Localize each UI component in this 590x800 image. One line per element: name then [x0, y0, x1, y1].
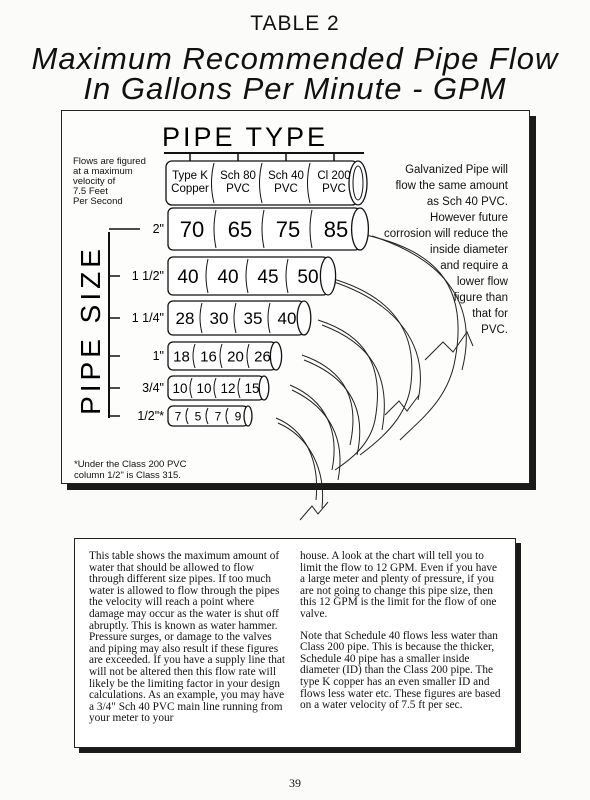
title-line-1: Maximum Recommended Pipe Flow	[31, 41, 559, 76]
galvanized-note-line: as Sch 40 PVC.	[426, 196, 508, 208]
flow-value: 15	[244, 380, 260, 396]
title-line-2: In Gallons Per Minute - GPM	[83, 71, 507, 106]
pipe-end	[244, 406, 252, 426]
galvanized-note-line: corrosion will reduce the	[383, 228, 508, 240]
flow-value: 20	[227, 348, 244, 366]
pipe-end	[259, 376, 269, 400]
flow-value: 12	[220, 380, 236, 396]
pipe-size-label: 3/4"	[142, 381, 164, 395]
galvanized-note-line: flow the same amount	[395, 180, 508, 192]
flow-value: 26	[254, 348, 271, 366]
column-header-pipe	[166, 153, 367, 205]
pipe-row	[109, 301, 311, 335]
paragraph: house. A look at the chart will tell you to limit the flow to 12 GPM. Even if you have a large meter and plenty of pressure, if you are not going to change this pipe size, then this 12 GPM is the limit for the flow of one valve.	[300, 550, 498, 620]
pipe-row	[109, 406, 252, 426]
pipe-row	[109, 208, 368, 250]
pipe-size-label: 1/2"*	[137, 409, 164, 423]
column-header-label: Cl 200	[317, 170, 351, 182]
flow-value: 9	[234, 409, 242, 424]
flow-value: 7	[174, 409, 182, 424]
flows-note-line: at a maximum	[73, 166, 133, 177]
galvanized-note-line: PVC.	[481, 324, 508, 336]
pipe-size-label: 1"	[152, 349, 164, 363]
galvanized-note-line: lower flow	[456, 276, 508, 288]
pipe-row	[109, 257, 336, 295]
column-header-label: Sch 40	[268, 170, 304, 182]
flow-value: 16	[200, 348, 217, 366]
pipe-end	[270, 342, 281, 370]
splash	[300, 332, 473, 520]
explanation-right-column	[300, 551, 502, 722]
explanation-left-column	[89, 551, 289, 735]
header-pipe-end	[349, 161, 367, 205]
flow-value: 85	[323, 216, 349, 242]
galvanized-note-line: Galvanized Pipe will	[405, 164, 508, 176]
pipe-type-title: PIPE TYPE	[161, 122, 329, 152]
flow-value: 65	[227, 216, 253, 242]
flow-value: 70	[179, 216, 205, 242]
flow-value: 35	[243, 309, 263, 329]
flow-value: 5	[194, 409, 202, 424]
galvanized-note-line: However future	[430, 212, 508, 224]
galvanized-note-line: and require a	[440, 260, 508, 272]
flows-note	[73, 157, 168, 207]
table-label: TABLE 2	[250, 12, 340, 35]
galvanized-note-line: figure than	[453, 292, 508, 304]
column-header-label: Type K	[172, 170, 208, 182]
flow-value: 18	[173, 348, 190, 366]
pipe-size-label: 1 1/2"	[131, 269, 164, 283]
pipe-end	[352, 208, 369, 250]
column-header-label: PVC	[226, 183, 250, 195]
pipe-size-label: 1 1/4"	[131, 311, 164, 325]
pipe-rows	[109, 208, 368, 426]
column-header-label: PVC	[322, 183, 346, 195]
column-header-label: PVC	[274, 183, 298, 195]
flow-value: 10	[172, 380, 188, 396]
explanation-box	[74, 538, 516, 748]
pipe-type-axis	[162, 122, 364, 153]
galvanized-note	[381, 162, 508, 338]
footnote-line: *Under the Class 200 PVC	[74, 459, 187, 470]
pipe-end	[297, 301, 311, 335]
galvanized-note-line: that for	[472, 308, 508, 320]
paragraph: This table shows the maximum amount of water that should be allowed to flow through different size pipes. If too much water is allowed to flow through the pipes the velocity will reach a point where damage may occur as the water is shut off abruptly. This is known as water hammer. Pressure surges, or damage to the valves and piping may also result if these figures are exceeded. If you have a supply line that will not be altered then this flow rate will likely be the limiting factor in your design calculations. As an example, you may have a 3/4" Sch 40 PVC main line running from your meter to your	[89, 550, 286, 725]
paragraph: Note that Schedule 40 flows less water than Class 200 pipe. This is because the thicker, Schedule 40 pipe has a smaller inside diameter (ID) than the Class 200 pipe. The type K copper has an even smaller ID and flows less water etc. These figures are based on a water velocity of 7.5 ft per sec.	[300, 629, 501, 712]
flow-value: 10	[196, 380, 212, 396]
pipe-end	[320, 257, 335, 295]
column-header-label: Sch 80	[220, 170, 256, 182]
flows-note-line: 7.5 Feet	[73, 186, 108, 197]
flows-note-line: Flows are figured	[73, 156, 146, 167]
flow-value: 40	[177, 266, 199, 288]
flow-value: 75	[275, 216, 301, 242]
flow-value: 45	[257, 266, 279, 288]
flow-value: 7	[214, 409, 222, 424]
flows-note-line: Per Second	[73, 196, 123, 207]
footnote	[74, 460, 274, 481]
flows-note-line: velocity of	[73, 176, 116, 187]
pipe-row	[109, 376, 269, 400]
pipe-size-title: PIPE SIZE	[75, 245, 106, 415]
footnote-line: column 1/2" is Class 315.	[74, 469, 181, 481]
flow-value: 40	[277, 309, 297, 329]
flow-value: 40	[217, 266, 239, 288]
column-header-label: Copper	[171, 183, 209, 195]
pipe-size-label: 2"	[152, 222, 164, 236]
flow-value: 28	[175, 309, 195, 329]
page-number: 39	[289, 776, 301, 790]
flow-value: 30	[209, 309, 229, 329]
galvanized-note-line: inside diameter	[430, 244, 508, 256]
flow-value: 50	[297, 266, 319, 288]
pipe-row	[109, 342, 282, 370]
